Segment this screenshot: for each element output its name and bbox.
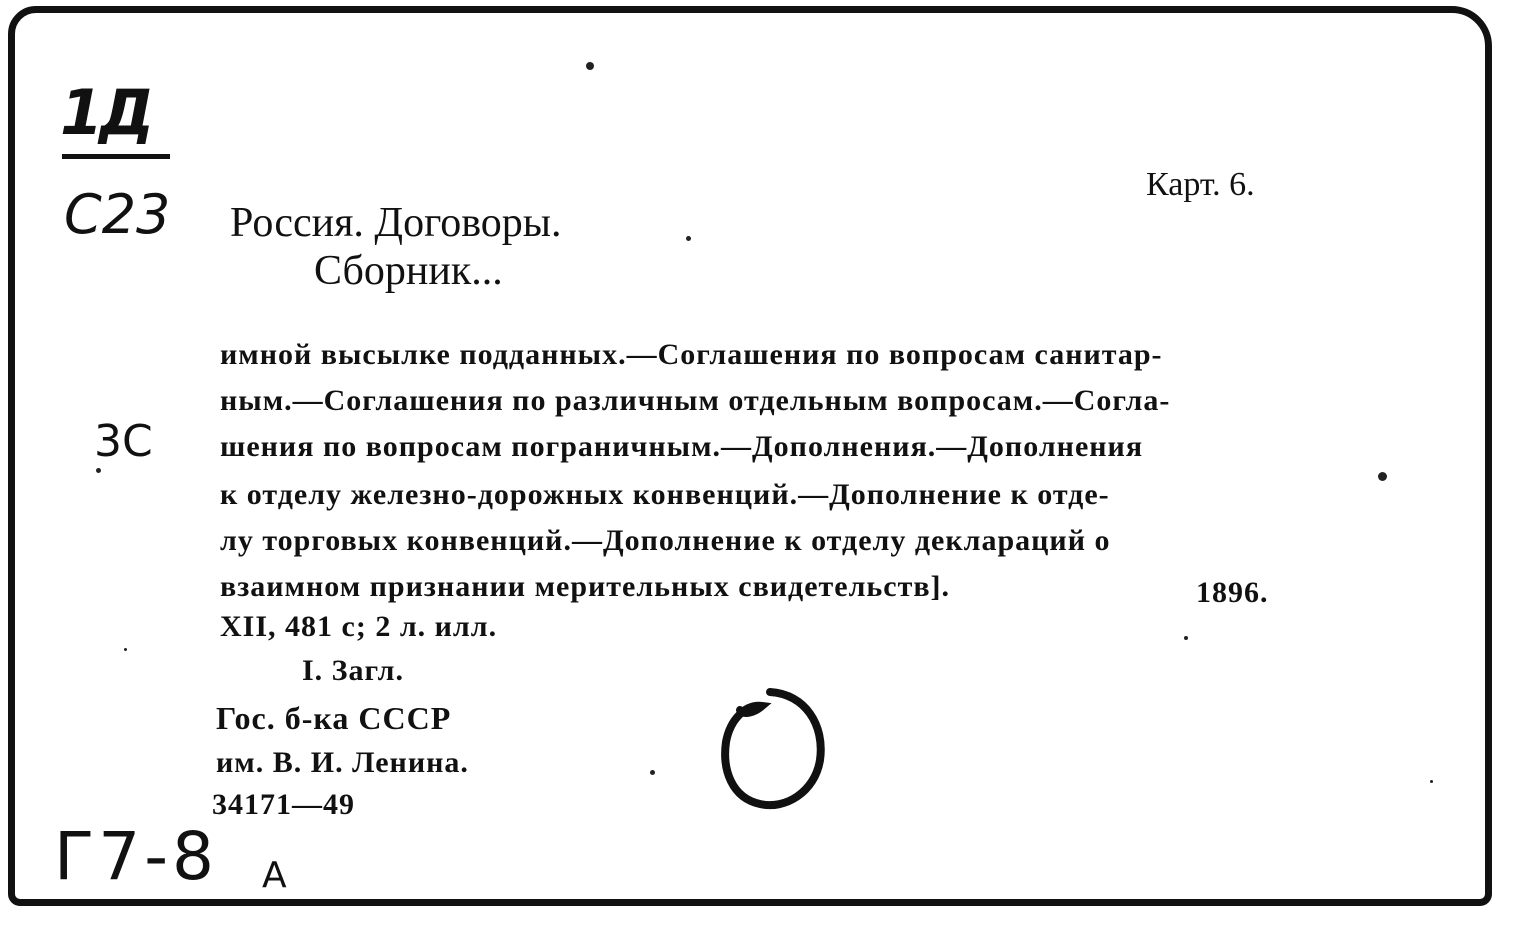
body-line-4: к отделу железно-дорожных конвенций.—Дополнение к отде- xyxy=(220,478,1110,511)
speck xyxy=(686,236,691,241)
stamp-circle xyxy=(700,680,840,820)
speck xyxy=(1378,472,1387,481)
body-line-3: шения по вопросам пограничным.—Дополнения.—Дополнения xyxy=(220,430,1144,463)
shelf-mark: С23 xyxy=(64,183,171,246)
body-line-1: имной высылке подданных.—Соглашения по вопросам санитар- xyxy=(220,338,1163,371)
body-line-5: лу торговых конвенций.—Дополнение к отделу деклараций о xyxy=(220,524,1111,557)
heading-line-2: Сборник... xyxy=(314,248,503,294)
bottom-handwritten-suffix: А xyxy=(262,855,287,896)
speck xyxy=(1430,780,1433,783)
speck xyxy=(96,468,101,473)
library-line-2: им. В. И. Ленина. xyxy=(216,746,469,779)
speck xyxy=(586,62,594,70)
publication-year: 1896. xyxy=(1196,576,1269,609)
library-line-1: Гос. б-ка СССР xyxy=(216,700,452,736)
top-left-mark-underline xyxy=(62,154,170,159)
body-line-6: взаимном признании мерительных свидетельств]. xyxy=(220,570,951,603)
library-line-3: 34171—49 xyxy=(212,788,355,821)
speck xyxy=(124,648,127,651)
card-number: Карт. 6. xyxy=(1146,166,1255,203)
bottom-handwritten-mark: Г7-8 xyxy=(54,818,219,895)
speck xyxy=(1184,636,1188,640)
heading-line-1: Россия. Договоры. xyxy=(230,200,562,246)
body-line-2: ным.—Соглашения по различным отдельным вопросам.—Согла- xyxy=(220,384,1171,417)
body-line-7: XII, 481 с; 2 л. илл. xyxy=(220,610,498,643)
top-left-handwritten-mark: 1Д xyxy=(60,76,151,149)
margin-note: 3С xyxy=(94,416,153,467)
speck xyxy=(650,770,655,775)
subject-entry: I. Загл. xyxy=(302,654,404,687)
